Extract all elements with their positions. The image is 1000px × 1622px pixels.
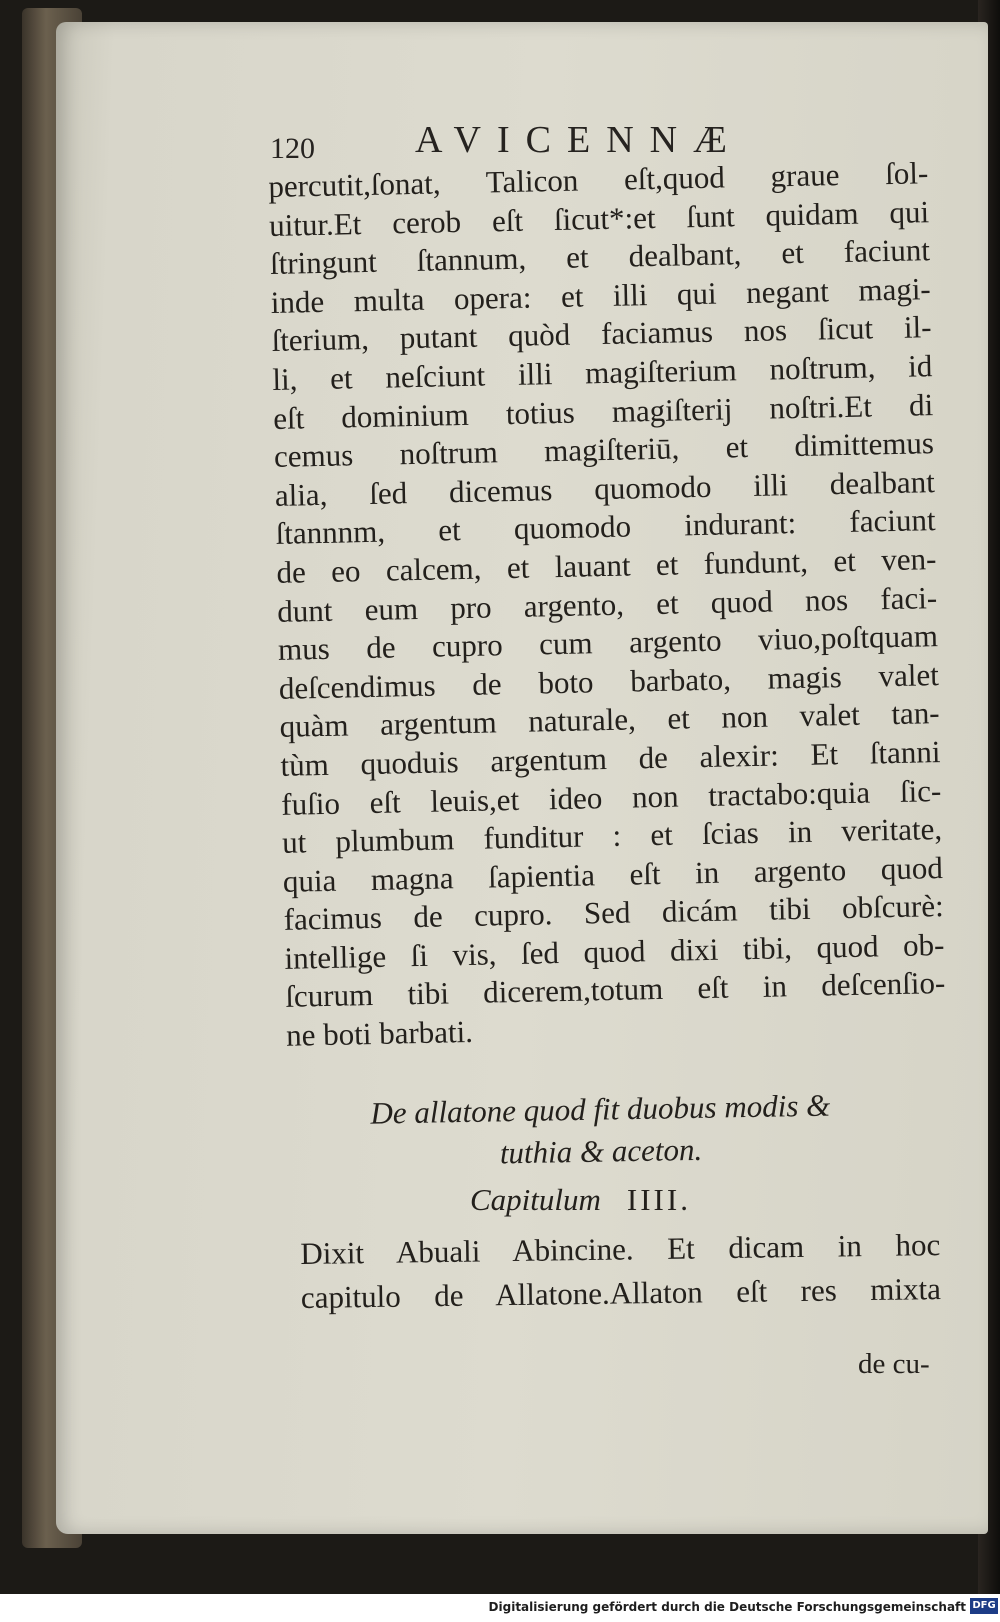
body-line: cemus noſtrum magiſteriū, et dimittemus: [273, 425, 935, 475]
body-line: facimus de cupro. Sed dicám tibi obſcurè:: [283, 888, 944, 938]
body-line: quia magna ſapientia eſt in argento quod: [282, 849, 944, 899]
dfg-logo: DFG: [970, 1598, 998, 1614]
body-line: percutit,ſonat, Talicon eſt,quod graue ſol-: [268, 155, 929, 204]
chapter-line: Dixit Abuali Abincine. Et dicam in hoc: [300, 1227, 941, 1271]
body-line: inde multa opera: et illi qui negant magi-: [270, 270, 932, 320]
chapter-label: Capitulum: [470, 1182, 601, 1217]
chapter-body: [300, 1223, 941, 1320]
body-line: de eo calcem, et lauant et fundunt, et ven-: [276, 541, 937, 590]
body-line: ut plumbum funditur : et ſcias in veritate,: [281, 811, 943, 860]
body-line: deſcendimus de boto barbato, magis valet: [278, 656, 940, 706]
catchword: de cu-: [858, 1348, 930, 1380]
chapter-line: capitulo de Allatone.Allaton eſt res mixta: [300, 1271, 942, 1315]
body-line: dunt eum pro argento, et quod nos faci-: [276, 579, 938, 629]
footer-bar: [0, 1594, 1000, 1622]
body-line: li, et neſciunt illi magiſterium noſtrum, id: [272, 348, 933, 397]
page-number: 120: [270, 132, 315, 165]
body-line: eſt dominium totius magiſterij noſtri.Et di: [272, 386, 934, 436]
body-line: fuſio eſt leuis,et ideo non tractabo:quia ſic-: [280, 772, 942, 822]
chapter-title-line: De allatone quod fit duobus modis &: [370, 1087, 831, 1131]
body-text: [268, 154, 946, 1055]
chapter-title-line: tuthia & aceton.: [499, 1131, 703, 1171]
body-line: quàm argentum naturale, et non valet tan-: [279, 695, 940, 745]
body-line: ſterium, putant quòd faciamus nos ſicut il-: [271, 309, 932, 359]
body-line: ſcurum tibi dicerem,totum eſt in deſcenſio-: [284, 965, 946, 1015]
footer-credit: Digitalisierung gefördert durch die Deutsche Forschungsgemeinschaft: [488, 1600, 966, 1614]
chapter-heading: [470, 1182, 691, 1218]
chapter-title: [290, 1083, 911, 1178]
body-line: alia, ſed dicemus quomodo illi dealbant: [274, 463, 936, 513]
body-line: ſtannnm, et quomodo indurant: faciunt: [275, 502, 936, 552]
body-line: tùm quoduis argentum de alexir: Et ſtanni: [280, 733, 941, 783]
body-line: intellige ſi vis, ſed quod dixi tibi, quod ob-: [284, 926, 945, 976]
body-line: ſtringunt ſtannum, et dealbant, et faciunt: [269, 232, 931, 282]
running-head: AVICENNÆ: [415, 119, 743, 161]
body-line: mus de cupro cum argento viuo,poſtquam: [277, 618, 939, 668]
chapter-number: IIII.: [626, 1182, 691, 1217]
body-line: ne boti barbati.: [285, 1013, 474, 1053]
body-line: uitur.Et cerob eſt ſicut*:et ſunt quidam qui: [268, 193, 930, 243]
